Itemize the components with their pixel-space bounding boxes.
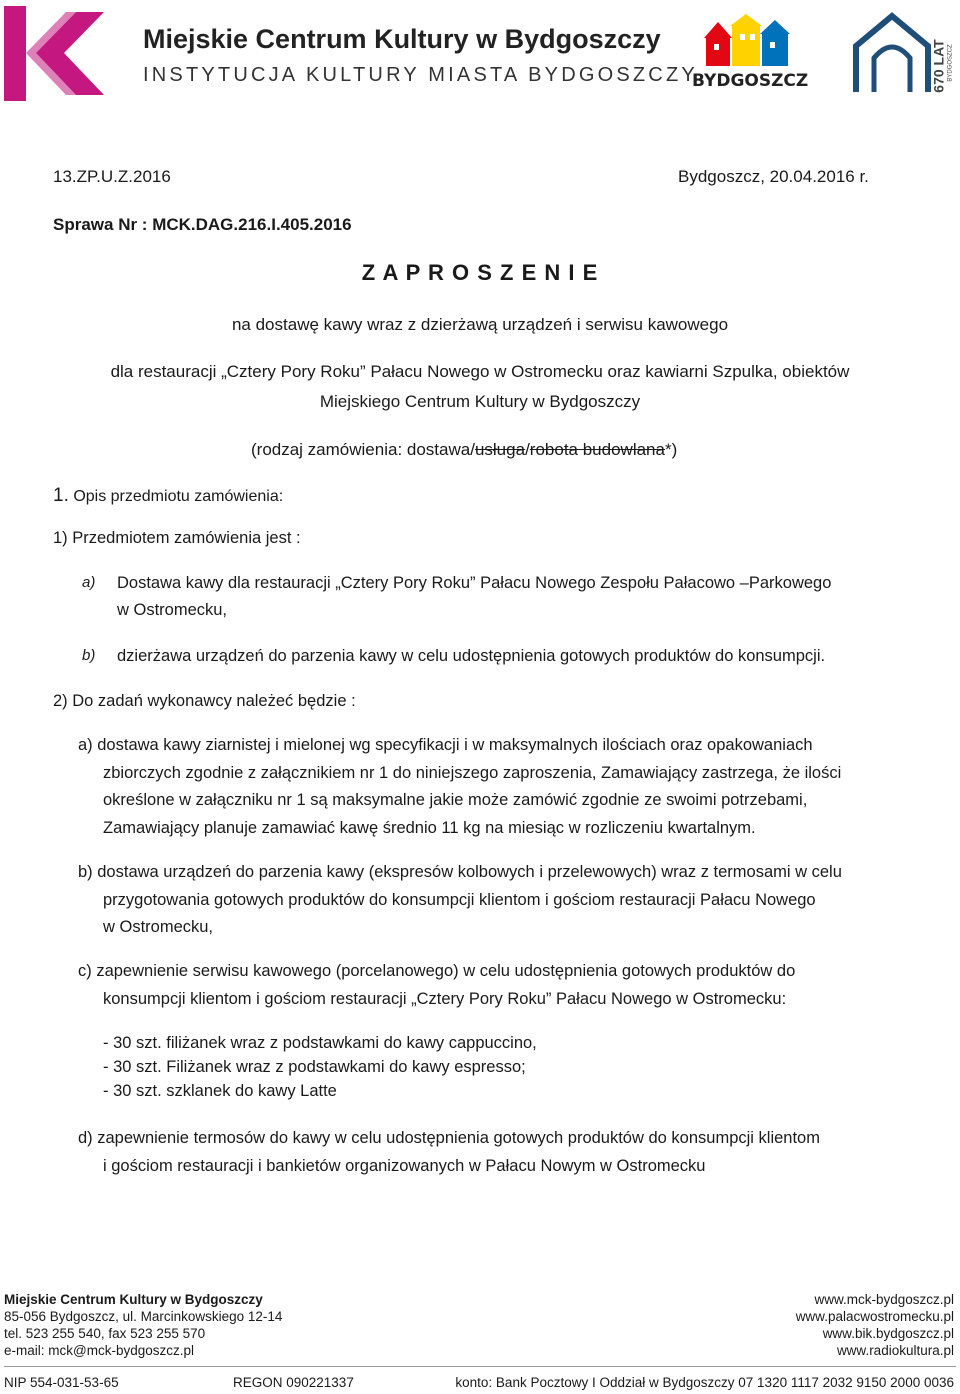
footer-regon: REGON 090221337 xyxy=(233,1375,354,1390)
footer-websites xyxy=(796,1291,954,1359)
footer-link[interactable]: www.mck-bydgoszcz.pl xyxy=(814,1292,954,1307)
task-b xyxy=(78,859,904,942)
list-item: - 30 szt. Filiżanek wraz z podstawkami do kawy espresso; xyxy=(103,1058,526,1076)
task-d-line-1: d) zapewnienie termosów do kawy w celu udostępnienia gotowych produktów do konsumpcji klientom xyxy=(78,1129,820,1147)
case-number: Sprawa Nr : MCK.DAG.216.I.405.2016 xyxy=(53,215,352,234)
bydgoszcz-city-logo-icon xyxy=(688,14,816,94)
org-subtitle: INSTYTUCJA KULTURY MIASTA BYDGOSZCZY xyxy=(143,64,698,86)
task-b-line-1: b) dostawa urządzeń do parzenia kawy (ekspresów kolbowych i przelewowych) wraz z termosami w celu xyxy=(78,863,842,881)
ref-number: 13.ZP.U.Z.2016 xyxy=(53,167,171,186)
footer-nip: NIP 554-031-53-65 xyxy=(4,1375,119,1390)
anniversary-text: 670 LAT xyxy=(930,39,947,93)
task-c-line-1: c) zapewnienie serwisu kawowego (porcelanowego) w celu udostępnienia gotowych produktów do xyxy=(78,962,796,980)
section-number: 1. xyxy=(53,485,69,506)
task-d-line-2: i gościom restauracji i bankietów organizowanych w Pałacu Nowym w Ostromecku xyxy=(103,1156,706,1175)
serving-list xyxy=(103,1031,537,1103)
order-type-sep: / xyxy=(525,440,530,459)
item-b-marker: b) xyxy=(82,647,96,664)
title-line-3: Miejskiego Centrum Kultury w Bydgoszczy xyxy=(319,392,641,411)
order-type-service: usługa xyxy=(474,440,526,459)
order-type-construction: robota budowlana xyxy=(529,440,665,459)
order-type xyxy=(251,440,677,460)
subsection-2: 2) Do zadań wykonawcy należeć będzie : xyxy=(53,692,356,710)
mck-logo-icon xyxy=(4,6,104,101)
arch-logo-icon xyxy=(852,12,932,94)
subsection-1: 1) Przedmiotem zamówienia jest : xyxy=(53,529,301,547)
anniversary-logo xyxy=(930,40,956,98)
footer-link[interactable]: www.bik.bydgoszcz.pl xyxy=(822,1326,954,1341)
footer-link[interactable]: www.palacwostromecku.pl xyxy=(795,1309,954,1324)
task-d xyxy=(78,1125,904,1180)
footer-address: 85-056 Bydgoszcz, ul. Marcinkowskiego 12-14 xyxy=(4,1309,283,1324)
order-type-prefix: (rodzaj zamówienia: dostawa/ xyxy=(251,440,475,459)
city-logo-text: BYDGOSZCZ xyxy=(692,71,809,91)
list-item: - 30 szt. szklanek do kawy Latte xyxy=(103,1082,337,1100)
order-type-suffix: *) xyxy=(664,440,678,459)
task-a-line-4: Zamawiający planuje zamawiać kawę średnio 11 kg na miesiąc w rozliczeniu kwartalnym. xyxy=(103,818,756,837)
task-c xyxy=(78,958,904,1013)
task-a-line-2: zbiorczych zgodnie z załącznikiem nr 1 do niniejszego zaproszenia, Zamawiający zastrzega, że ilości xyxy=(103,763,842,782)
item-a-marker: a) xyxy=(82,574,96,591)
task-a xyxy=(78,732,904,842)
title-line-2: dla restauracji „Cztery Pory Roku” Pałacu Nowego w Ostromecku oraz kawiarni Szpulka, obiektów xyxy=(110,362,850,381)
anniversary-city: BYDGOSZCZ xyxy=(947,44,954,82)
footer-email: e-mail: mck@mck-bydgoszcz.pl xyxy=(4,1343,194,1358)
task-a-line-1: a) dostawa kawy ziarnistej i mielonej wg specyfikacji i w maksymalnych ilościach oraz opakowaniach xyxy=(78,736,813,754)
footer-divider xyxy=(4,1366,956,1367)
org-name: Miejskie Centrum Kultury w Bydgoszczy xyxy=(143,24,661,54)
task-b-line-3: w Ostromecku, xyxy=(103,918,214,936)
list-item: - 30 szt. filiżanek wraz z podstawkami do kawy cappuccino, xyxy=(103,1034,537,1052)
footer-link[interactable]: www.radiokultura.pl xyxy=(836,1343,954,1358)
document-title: Z A P R O S Z E N I E xyxy=(361,260,599,285)
item-b-text: dzierżawa urządzeń do parzenia kawy w celu udostępnienia gotowych produktów do konsumpcji. xyxy=(117,647,826,665)
task-b-line-2: przygotowania gotowych produktów do konsumpcji klientom i gościom restauracji Pałacu Nowego xyxy=(103,890,816,909)
footer-bank-account: konto: Bank Pocztowy I Oddział w Bydgoszczy 07 1320 1117 2032 9150 2000 0036 xyxy=(455,1375,954,1390)
section-label: Opis przedmiotu zamówienia: xyxy=(73,488,284,505)
footer-contact xyxy=(4,1291,282,1359)
footer-org-name: Miejskie Centrum Kultury w Bydgoszczy xyxy=(4,1292,263,1307)
place-date: Bydgoszcz, 20.04.2016 r. xyxy=(678,167,869,186)
item-a-line-1: Dostawa kawy dla restauracji „Cztery Pory Roku” Pałacu Nowego Zespołu Pałacowo –Parkowego xyxy=(117,574,832,592)
task-c-line-2: konsumpcji klientom i gościom restauracji „Cztery Pory Roku” Pałacu Nowego w Ostromecku: xyxy=(103,989,787,1008)
task-a-line-3: określone w załączniku nr 1 są maksymalne jakie może zamówić zgodnie ze swoimi potrzebami, xyxy=(103,791,808,809)
section-heading xyxy=(53,485,283,507)
item-a-line-2: w Ostromecku, xyxy=(117,601,228,619)
footer-phone: tel. 523 255 540, fax 523 255 570 xyxy=(4,1326,206,1341)
title-line-1: na dostawę kawy wraz z dzierżawą urządzeń i serwisu kawowego xyxy=(231,315,729,334)
